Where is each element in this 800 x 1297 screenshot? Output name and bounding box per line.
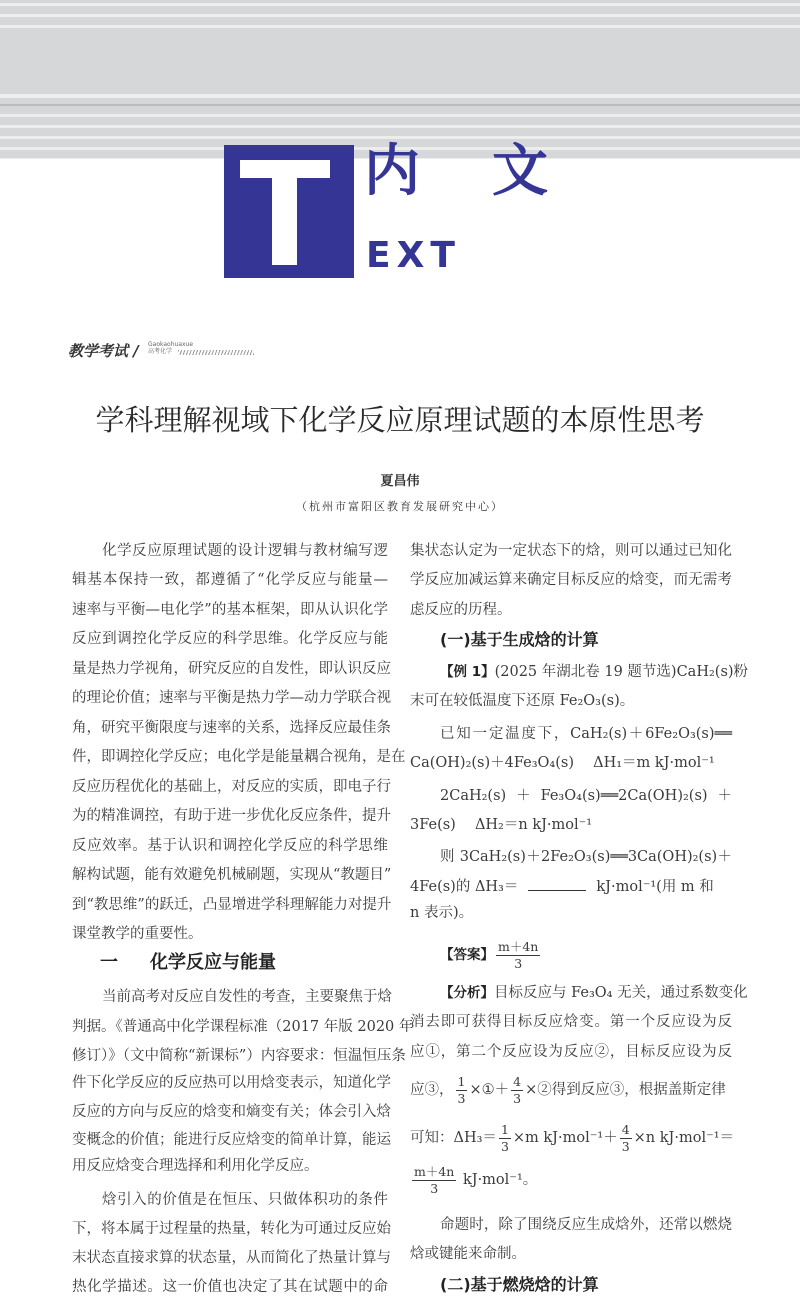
fraction-numerator: 4 [621,1121,630,1137]
fraction-denominator: 3 [457,1090,466,1106]
example-text: (2025 年湖北卷 19 题节选)CaH₂(s)粉 [494,664,749,680]
analysis-line: 应①，第二个反应设为反应②，目标反应设为反 [410,1044,732,1060]
fraction [456,1074,468,1107]
fraction [499,1122,511,1155]
header-divider [0,104,800,106]
analysis-line [410,1162,732,1198]
section-heading-number: 一 [100,952,118,973]
paragraph-line: 热化学描述。这一价值也决定了其在试题中的命 [72,1279,388,1295]
fraction-denominator: 3 [430,1180,439,1196]
analysis-text: ×①＋ [469,1082,510,1098]
logo-en: EXT [366,235,461,276]
equation-line: 已知一定温度下，CaH₂(s)＋6Fe₂O₃(s)══ [440,726,732,742]
section-tag-hatch [178,350,254,355]
paragraph-line: 焓引入的价值是在恒压、只做体积功的条件 [102,1192,388,1208]
question-line [410,876,732,897]
fraction-numerator: 1 [500,1121,509,1137]
equation-line: 2CaH₂(s)＋Fe₃O₄(s)══2Ca(OH)₂(s)＋ [440,788,732,804]
paragraph-line: 反应的方向与反应的焓变和熵变有关；体会引入焓 [72,1104,391,1120]
analysis-line [410,1072,732,1108]
analysis-text: 目标反应与 Fe₃O₄ 无关，通过系数变化 [494,985,748,1001]
paragraph-line: 化学反应原理试题的设计逻辑与教材编写逻 [102,543,388,559]
fraction-denominator: 3 [500,1138,509,1154]
answer-fraction [496,939,540,972]
section-tag-pinyin: Gaokaohuaxue [148,341,194,348]
answer-label: 【答案】 [440,947,494,963]
analysis-text: kJ·mol⁻¹。 [458,1172,538,1188]
paragraph-line: 变概念的价值；能进行反应焓变的简单计算，能运 [72,1132,391,1148]
article-title: 学科理解视域下化学反应原理试题的本原性思考 [95,403,705,437]
paragraph-line: 末状态直接求算的状态量，从而简化了热量计算与 [72,1250,391,1266]
logo-cn-1: 内 [364,139,420,204]
question-line: n 表示)。 [410,905,474,921]
paragraph-line: 课堂教学的重要性。 [72,926,203,942]
paragraph-line: 下，将本属于过程量的热量，转化为可通过反应始 [72,1221,391,1237]
fraction [511,1074,523,1107]
analysis-text: ×②得到反应③，根据盖斯定律 [525,1082,726,1098]
example-line [410,662,749,682]
paragraph-line: 反应历程优化的基础上，对反应的实质，即电子行 [72,779,391,795]
subsection-heading-2: (二)基于燃烧焓的计算 [440,1275,599,1294]
paragraph-line: 焓或键能来命制。 [410,1246,526,1262]
paragraph-line: 学反应加减运算来确定目标反应的焓变，而无需考 [410,572,732,588]
paragraph-line: 的理论价值；速率与平衡是热力学—动力学联合视 [72,690,391,706]
paragraph-line: 反应到调控化学反应的科学思维。化学反应与能 [72,631,388,647]
analysis-label: 【分析】 [440,985,494,1001]
analysis-line [410,1120,735,1156]
fraction-denominator: 3 [514,955,523,971]
paragraph-line: 件下化学反应的反应热可以用焓变表示，知道化学 [72,1075,391,1091]
equation-line: 3Fe(s) ΔH₂＝n kJ·mol⁻¹ [410,817,593,833]
paragraph-line: 角，研究平衡限度与速率的关系，选择反应最佳条 [72,720,391,736]
section-tag: 教学考试 / [68,342,139,360]
paragraph-line: 用反应焓变合理选择和利用化学反应。 [72,1158,319,1174]
paragraph-line: 修订）》（文中简称“新课标”）内容要求：恒温恒压条 [72,1048,406,1064]
logo-t-block [224,145,354,278]
paragraph-line: 当前高考对反应自发性的考查，主要聚焦于焓 [102,989,392,1005]
section-tag-main: 教学考试 [68,342,129,360]
article-affiliation: （杭州市富阳区教育发展研究中心） [296,500,504,513]
paragraph-line: 量是热力学视角，研究反应的自发性，即认识反应 [72,661,391,677]
fraction-numerator: 4 [513,1073,522,1089]
example-label: 【例 1】 [440,664,495,680]
article-author: 夏昌伟 [380,474,420,489]
analysis-line: 消去即可获得目标反应焓变。第一个反应设为反 [410,1014,732,1030]
question-pre: 4Fe(s)的 ΔH₃＝ [410,879,519,895]
fraction [412,1164,456,1197]
analysis-line [410,983,748,1003]
header-band [0,0,800,104]
section-heading: 化学反应与能量 [150,952,276,973]
subsection-heading-1: (一)基于生成焓的计算 [440,630,599,649]
equation-line: Ca(OH)₂(s)＋4Fe₃O₄(s) ΔH₁＝m kJ·mol⁻¹ [410,755,715,771]
paragraph-line: 命题时，除了围绕反应生成焓外，还常以燃烧 [440,1217,732,1233]
question-post: kJ·mol⁻¹(用 m 和 [596,879,714,895]
fraction [620,1122,632,1155]
logo-cn-2: 文 [492,139,548,204]
fraction-numerator: m＋4n [414,1163,455,1179]
fraction-denominator: 3 [621,1138,630,1154]
fraction-numerator: m＋4n [498,938,539,954]
analysis-text: 应③， [410,1082,454,1098]
section-tag-cn: 高考化学 [148,348,173,355]
paragraph-line: 件，即调控化学反应；电化学是能量耦合视角，是在 [72,749,406,765]
paragraph-line: 反应效率。基于认识和调控化学反应的科学思维 [72,838,388,854]
paragraph-line: 到“教思维”的跃迁，凸显增进学科理解能力对提升 [72,897,392,913]
example-line: 末可在较低温度下还原 Fe₂O₃(s)。 [410,693,635,709]
analysis-text: ×m kJ·mol⁻¹＋ [512,1130,618,1146]
fraction-numerator: 1 [457,1073,466,1089]
analysis-text: ×n kJ·mol⁻¹＝ [633,1130,735,1146]
answer-line [410,938,732,972]
paragraph-line: 速率与平衡—电化学”的基本框架，即从认识化学 [72,602,388,618]
answer-blank [528,876,586,891]
paragraph-line: 辑基本保持一致，都遵循了“化学反应与能量— [72,572,388,588]
paragraph-line: 解构试题，能有效避免机械刷题，实现从“教题目” [72,867,392,883]
paragraph-line: 为的精准调控，有助于进一步优化反应条件，提升 [72,808,391,824]
paragraph-line: 集状态认定为一定状态下的焓，则可以通过已知化 [410,543,732,559]
paragraph-line: 虑反应的历程。 [410,602,512,618]
fraction-denominator: 3 [513,1090,522,1106]
equation-line: 则 3CaH₂(s)＋2Fe₂O₃(s)══3Ca(OH)₂(s)＋ [440,849,732,865]
analysis-text: 可知：ΔH₃＝ [410,1130,497,1146]
paragraph-line: 判据。《普通高中化学课程标准（2017 年版 2020 年 [72,1019,414,1035]
